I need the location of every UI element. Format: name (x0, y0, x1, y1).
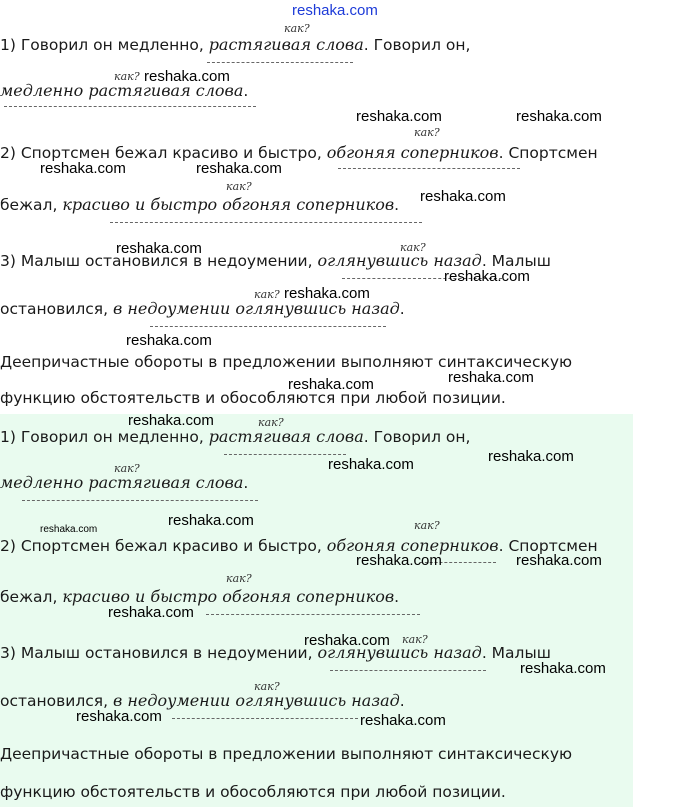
dashed-underline (172, 718, 358, 719)
participle-phrase: красиво и быстро обгоняя соперников (62, 587, 395, 606)
watermark: reshaka.com (356, 552, 442, 569)
sentence-text: . Малыш (481, 644, 551, 662)
watermark: reshaka.com (520, 660, 606, 677)
watermark: reshaka.com (40, 524, 98, 535)
participle-phrase: растягивая слова (208, 427, 364, 446)
dashed-underline (206, 614, 420, 615)
participle-phrase: красиво и быстро обгоняя соперников (62, 195, 395, 214)
question-mark-label: как? (226, 180, 252, 193)
watermark: reshaka.com (284, 285, 370, 302)
sentence-text: 1) Говорил он медленно, (0, 36, 204, 54)
sentence-text: . (399, 300, 405, 318)
watermark: reshaka.com (448, 369, 534, 386)
watermark: reshaka.com (328, 456, 414, 473)
dashed-underline (330, 670, 486, 671)
sentence-text: бежал, (0, 588, 58, 606)
watermark: reshaka.com (444, 268, 530, 285)
dashed-underline (4, 106, 256, 107)
conclusion-line-1: Деепричастные обороты в предложении выполняют синтаксическую (0, 745, 573, 763)
watermark: reshaka.com (144, 68, 230, 85)
question-mark-label: как? (400, 241, 426, 254)
sentence-1-line-1 (0, 36, 470, 54)
participle-phrase: оглянувшись назад (317, 643, 482, 662)
participle-phrase: медленно растягивая слова (0, 81, 244, 100)
question-mark-label: как? (226, 572, 252, 585)
watermark: reshaka.com (40, 160, 126, 177)
sentence-text: . Говорил он, (363, 36, 471, 54)
sentence-text: остановился, (0, 300, 109, 318)
watermark: reshaka.com (288, 376, 374, 393)
participle-phrase: в недоумении оглянувшись назад (112, 691, 400, 710)
sentence-text: . Спортсмен (498, 537, 598, 555)
watermark: reshaka.com (196, 160, 282, 177)
question-mark-label: как? (254, 288, 280, 301)
dashed-underline (150, 326, 386, 327)
question-mark-label: как? (414, 126, 440, 139)
sentence-2-line-1 (0, 537, 598, 555)
sentence-1-line-2 (0, 474, 248, 492)
participle-phrase: обгоняя соперников (326, 143, 499, 162)
sentence-text: 1) Говорил он медленно, (0, 428, 204, 446)
watermark: reshaka.com (116, 240, 202, 257)
dashed-underline (338, 168, 520, 169)
watermark: reshaka.com (168, 512, 254, 529)
watermark: reshaka.com (360, 712, 446, 729)
participle-phrase: растягивая слова (208, 35, 364, 54)
conclusion-line-1: Деепричастные обороты в предложении выполняют синтаксическую (0, 353, 573, 371)
sentence-text: . (394, 588, 400, 606)
watermark: reshaka.com (420, 188, 506, 205)
participle-phrase: в недоумении оглянувшись назад (112, 299, 400, 318)
watermark: reshaka.com (126, 332, 212, 349)
watermark: reshaka.com (356, 108, 442, 125)
sentence-2-line-2 (0, 588, 399, 606)
sentence-3-line-2 (0, 300, 405, 318)
sentence-text: . Говорил он, (363, 428, 471, 446)
conclusion-line-2: функцию обстоятельств и обособляются при любой позиции. (0, 389, 506, 407)
sentence-text: . Малыш (481, 252, 551, 270)
question-mark-label: как? (114, 70, 140, 83)
sentence-text: бежал, (0, 196, 58, 214)
sentence-text: . (243, 82, 249, 100)
sentence-text: . Спортсмен (498, 144, 598, 162)
question-mark-label: как? (414, 519, 440, 532)
sentence-1-line-1 (0, 428, 470, 446)
sentence-2-line-2 (0, 196, 399, 214)
sentence-text: остановился, (0, 692, 109, 710)
watermark: reshaka.com (128, 412, 214, 429)
sentence-text: 3) Малыш остановился в недоумении, (0, 644, 313, 662)
participle-phrase: медленно растягивая слова (0, 473, 244, 492)
watermark: reshaka.com (488, 448, 574, 465)
conclusion-line-2: функцию обстоятельств и обособляются при любой позиции. (0, 783, 506, 801)
watermark: reshaka.com (516, 108, 602, 125)
question-mark-label: как? (258, 416, 284, 429)
sentence-text: 3) Малыш остановился в недоумении, (0, 252, 313, 270)
sentence-text: . (394, 196, 400, 214)
question-mark-label: как? (254, 680, 280, 693)
watermark: reshaka.com (516, 552, 602, 569)
question-mark-label: как? (402, 633, 428, 646)
sentence-3-line-2 (0, 692, 405, 710)
sentence-text: 2) Спортсмен бежал красиво и быстро, (0, 144, 322, 162)
site-header-link[interactable]: reshaka.com (292, 2, 378, 19)
question-mark-label: как? (114, 462, 140, 475)
sentence-text: 2) Спортсмен бежал красиво и быстро, (0, 537, 322, 555)
dashed-underline (207, 62, 353, 63)
watermark: reshaka.com (304, 632, 390, 649)
dashed-underline (224, 454, 346, 455)
sentence-text: . (399, 692, 405, 710)
dashed-underline (22, 500, 258, 501)
participle-phrase: обгоняя соперников (326, 536, 499, 555)
watermark: reshaka.com (76, 708, 162, 725)
watermark: reshaka.com (108, 604, 194, 621)
sentence-3-line-1 (0, 644, 551, 662)
dashed-underline (110, 222, 422, 223)
sentence-text: . (243, 474, 249, 492)
question-mark-label: как? (284, 22, 310, 35)
participle-phrase: оглянувшись назад (317, 251, 482, 270)
